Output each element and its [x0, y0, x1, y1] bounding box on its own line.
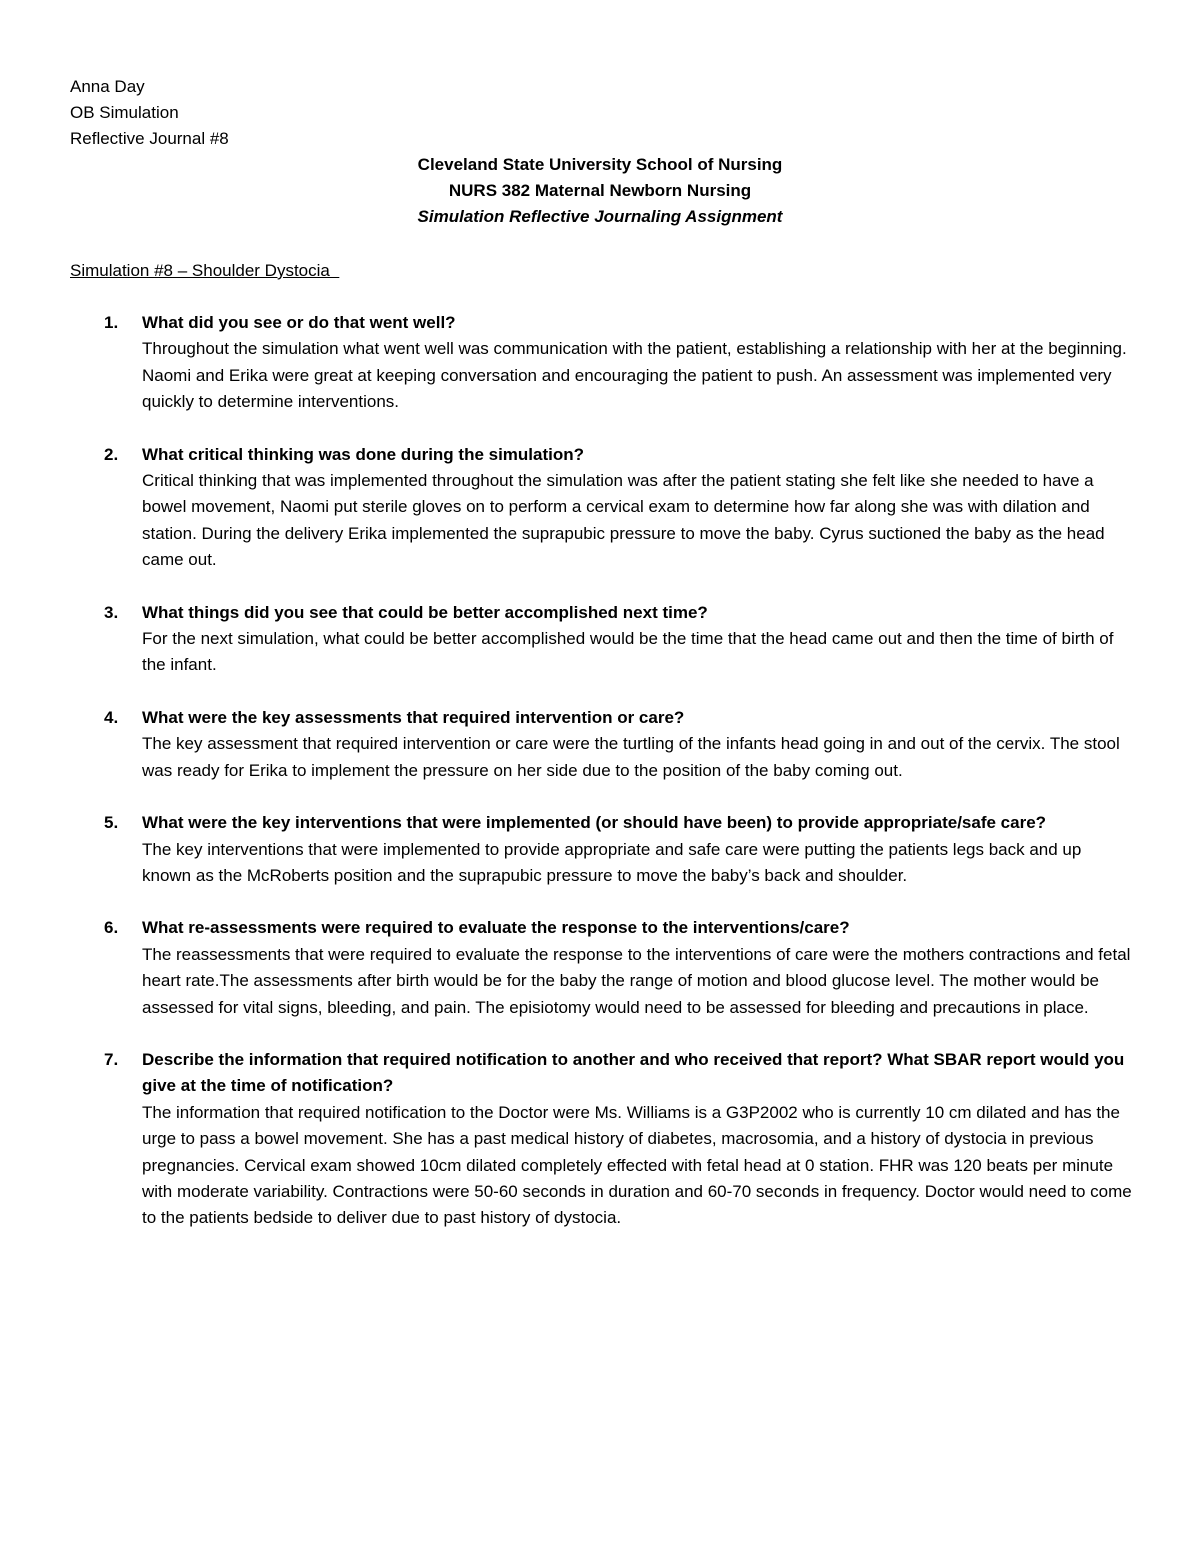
question-text: Describe the information that required notification to another and who received that report? What SBAR report would you give at the time of notification? — [142, 1049, 1125, 1096]
journal-label: Reflective Journal #8 — [70, 129, 229, 148]
question-number: 1. — [104, 313, 119, 332]
school-name: Cleveland State University School of Nursing — [417, 155, 783, 174]
answer-text: The information that required notification to the Doctor were Ms. Williams is a G3P2002 who is currently 10 cm dilated and has the urge to pass a bowel movement. She has a past medical history of diabetes, macrosomia, and a history of dystocia in previous pregnancies. Cervical exam showed 10cm dilated completely effected with fetal head at 0 station. FHR was 120 beats per minute with moderate variability. Contractions were 50-60 seconds in duration and 60-70 seconds in frequency. Doctor would need to come to the patients bedside to deliver due to past history of dystocia. — [142, 1102, 1132, 1228]
question-number: 7. — [104, 1049, 119, 1069]
question-item-1 — [70, 310, 1135, 416]
answer-text: Throughout the simulation what went well was communication with the patient, establishing a relationship with her at the beginning. Naomi and Erika were great at keeping conversation and encouraging the patient to push. An assessment was implemented very quickly to determine interventions. — [142, 339, 1127, 412]
question-item-6 — [70, 915, 1135, 1021]
question-text: What were the key assessments that required intervention or care? — [142, 707, 685, 727]
question-text: What re-assessments were required to evaluate the response to the interventions/care? — [142, 918, 850, 938]
answer-text: The key interventions that were implemented to provide appropriate and safe care were putting the patients legs back and up known as the McRoberts position and the suprapubic pressure to move the baby’s back and shoulder. — [142, 839, 1082, 885]
answer-text: The reassessments that were required to evaluate the response to the interventions of care were the mothers contractions and fetal heart rate.The assessments after birth would be for the baby the range of motion and blood glucose level. The mother would be assessed for vital signs, bleeding, and pain. The episiotomy would need to be assessed for bleeding and precautions in place. — [142, 944, 1131, 1017]
course-name: NURS 382 Maternal Newborn Nursing — [448, 181, 752, 200]
question-item-5 — [70, 810, 1135, 889]
question-number: 3. — [104, 602, 119, 622]
question-text: What did you see or do that went well? — [142, 313, 456, 332]
question-item-2 — [70, 442, 1135, 574]
question-list — [70, 310, 1135, 1258]
answer-text: For the next simulation, what could be better accomplished would be the time that the head came out and then the time of birth of the infant. — [142, 629, 1114, 675]
question-text: What things did you see that could be better accomplished next time? — [142, 602, 708, 622]
document-header — [70, 74, 229, 152]
author-name: Anna Day — [70, 77, 145, 96]
question-number: 2. — [104, 444, 119, 464]
assignment-name: Simulation Reflective Journaling Assignment — [417, 207, 783, 226]
question-item-3 — [70, 600, 1135, 679]
question-number: 4. — [104, 707, 119, 727]
question-item-4 — [70, 705, 1135, 784]
question-text: What critical thinking was done during the simulation? — [142, 444, 585, 464]
question-number: 6. — [104, 918, 119, 938]
course-label: OB Simulation — [70, 103, 179, 122]
document-title — [0, 152, 1200, 230]
simulation-heading: Simulation #8 – Shoulder Dystocia — [70, 261, 340, 280]
answer-text: The key assessment that required intervention or care were the turtling of the infants head going in and out of the cervix. The stool was ready for Erika to implement the pressure on her side due to the position of the baby coming out. — [142, 734, 1120, 780]
question-text: What were the key interventions that were implemented (or should have been) to provide appropriate/safe care? — [142, 813, 1047, 833]
question-item-7 — [70, 1047, 1135, 1232]
question-number: 5. — [104, 813, 119, 833]
answer-text: Critical thinking that was implemented throughout the simulation was after the patient stating she felt like she needed to have a bowel movement, Naomi put sterile gloves on to perform a cervical exam to determine how far along she was with dilation and station. During the delivery Erika implemented the suprapubic pressure to move the baby. Cyrus suctioned the baby as the head came out. — [142, 471, 1105, 570]
